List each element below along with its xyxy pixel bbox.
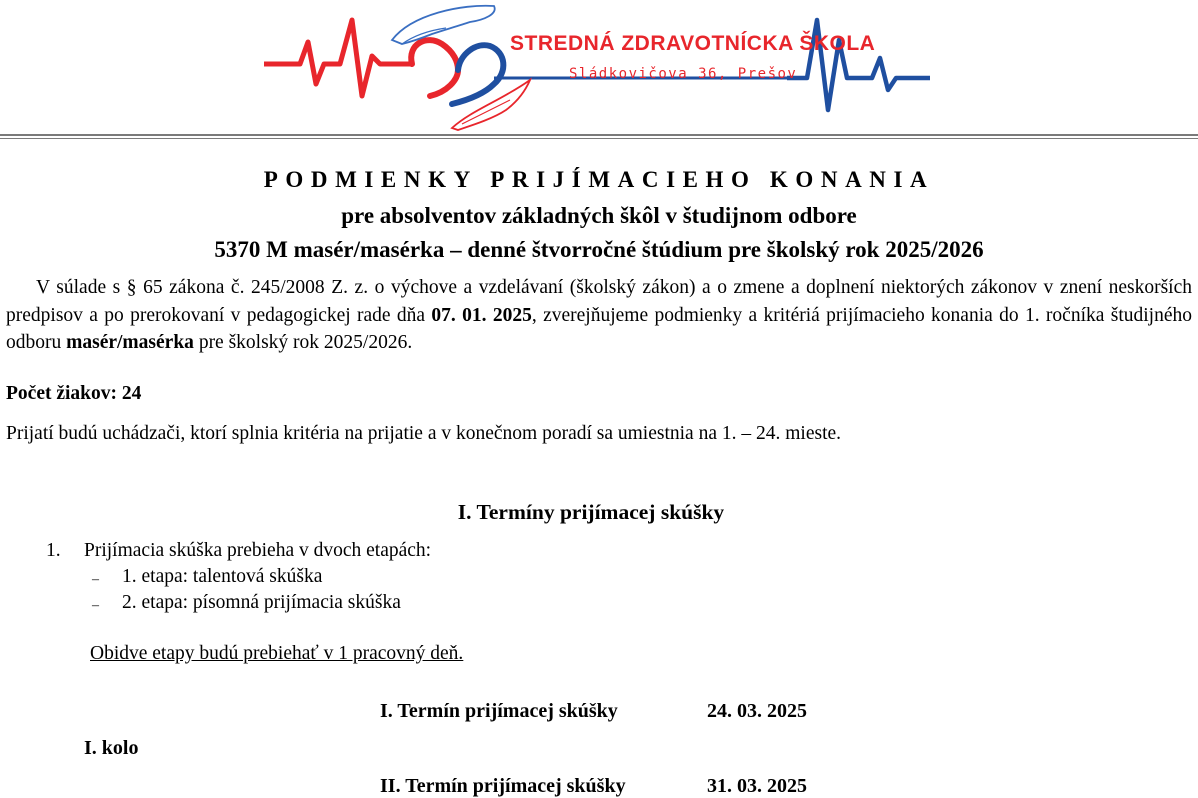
- sub-list-item: 1. etapa: talentová skúška: [122, 566, 323, 587]
- note-underlined: Obidve etapy budú prebiehať v 1 pracovný deň.: [90, 643, 464, 664]
- header-divider-thin: [0, 138, 1198, 139]
- header-divider: [0, 134, 1198, 136]
- school-address: Sládkovičova 36, Prešov: [569, 66, 798, 82]
- intro-part3: pre školský rok 2025/2026.: [193, 332, 413, 353]
- intro-paragraph: [6, 274, 1192, 357]
- term-label: I. Termín prijímacej skúšky: [380, 700, 618, 722]
- term-date: 31. 03. 2025: [707, 775, 807, 797]
- list-number: 1.: [46, 540, 61, 561]
- school-logo: [262, 0, 932, 135]
- intro-field: masér/masérka: [66, 332, 194, 353]
- sub-list-item: 2. etapa: písomná prijímacia skúška: [122, 592, 401, 613]
- dash-bullet: –: [92, 598, 99, 613]
- document-subtitle: pre absolventov základných škôl v študijnom odbore: [341, 203, 857, 228]
- section-heading: I. Termíny prijímacej skúšky: [457, 500, 725, 524]
- document-title: PODMIENKY PRIJÍMACIEHO KONANIA: [263, 167, 935, 192]
- term-label: II. Termín prijímacej skúšky: [380, 775, 626, 797]
- document-program-line: 5370 M masér/masérka – denné štvorročné štúdium pre školský rok 2025/2026: [214, 237, 984, 262]
- admission-text: Prijatí budú uchádzači, ktorí splnia kritéria na prijatie a v konečnom poradí sa umiestnia na 1. – 24. mieste.: [6, 423, 842, 444]
- school-name: STREDNÁ ZDRAVOTNÍCKA ŠKOLA: [510, 32, 876, 55]
- term-date: 24. 03. 2025: [707, 700, 807, 722]
- student-count: Počet žiakov: 24: [6, 383, 142, 404]
- list-item-text: Prijímacia skúška prebieha v dvoch etapách:: [84, 540, 432, 561]
- intro-part1: V súlade s § 65 zákona č. 245/2008 Z. z. o výchove a vzdelávaní (školský zákon) a o zmene a doplnení niektorých zákonov v znení neskorších predpisov a po prerokovaní v pedagogickej rade dňa: [6, 277, 1192, 326]
- dash-bullet: –: [92, 572, 99, 587]
- round-label: I. kolo: [84, 737, 139, 759]
- intro-part2: , zverejňujeme podmienky a kritériá prijímacieho konania do 1. ročníka študijného odboru: [6, 304, 1192, 353]
- intro-date: 07. 01. 2025: [431, 304, 532, 326]
